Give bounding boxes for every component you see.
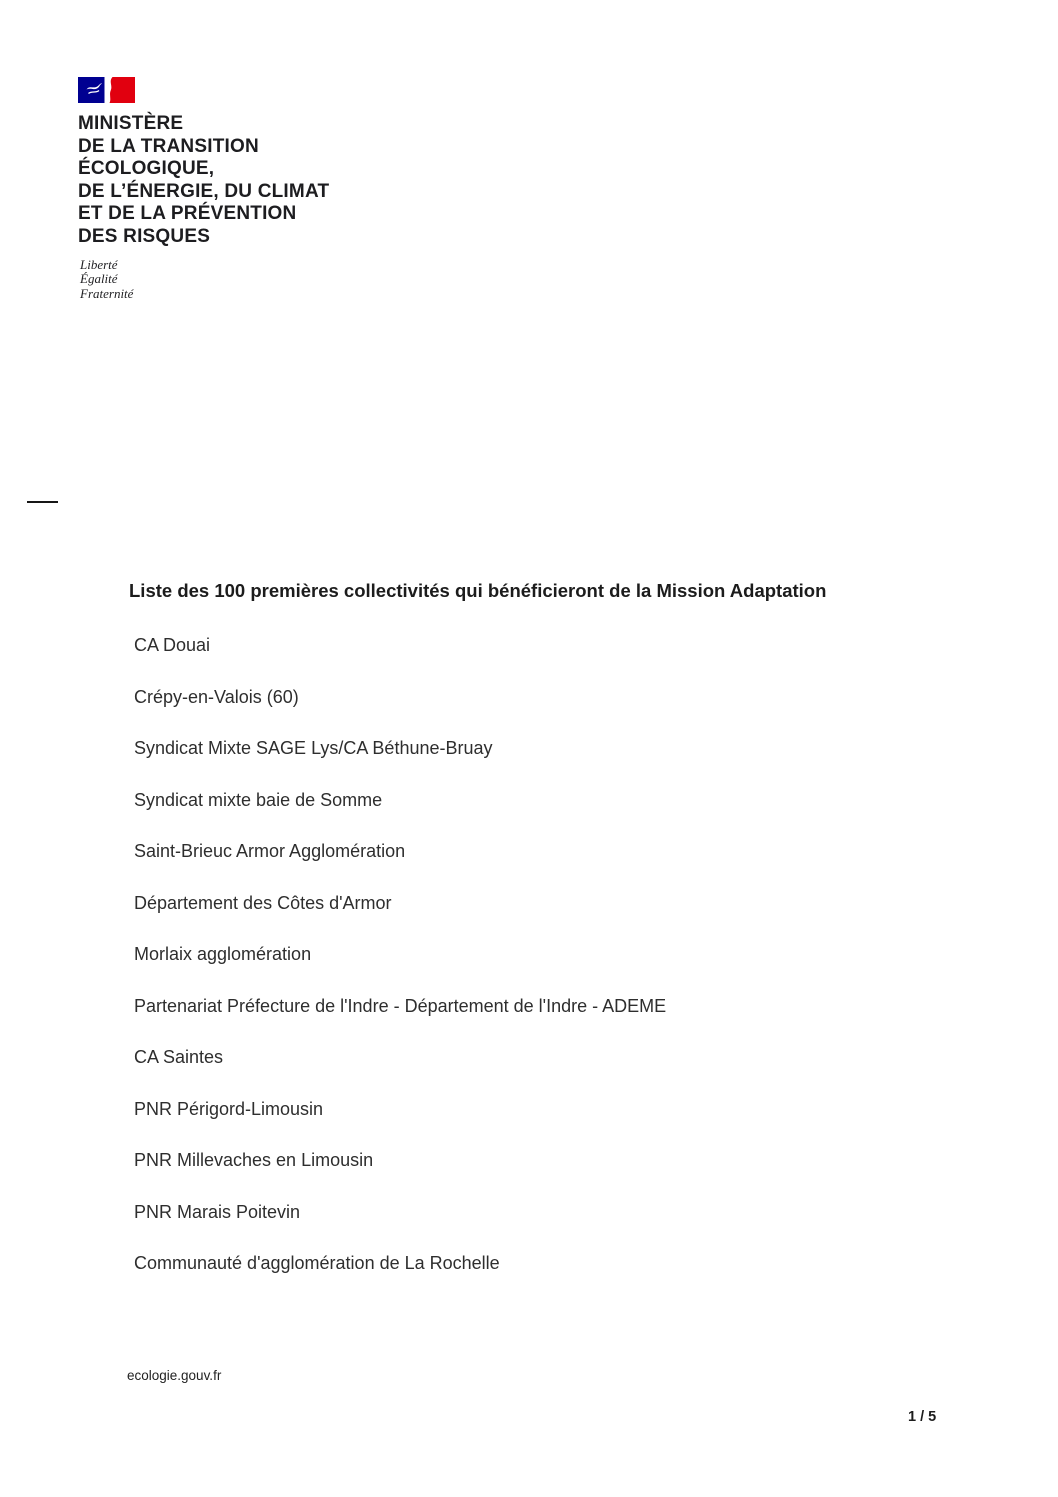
footer-website: ecologie.gouv.fr	[127, 1368, 222, 1383]
page-number: 1 / 5	[908, 1409, 937, 1425]
document-title: Liste des 100 premières collectivités qui bénéficieront de la Mission Adaptation	[129, 580, 827, 601]
ministry-name-line: ET DE LA PRÉVENTION	[78, 203, 297, 225]
list-item: PNR Marais Poitevin	[134, 1201, 301, 1222]
list-item: Morlaix agglomération	[134, 944, 312, 964]
ministry-name-line: ÉCOLOGIQUE,	[78, 158, 215, 180]
government-header	[78, 77, 329, 301]
list-item: Communauté d'agglomération de La Rochelle	[134, 1253, 500, 1273]
list-item: PNR Millevaches en Limousin	[134, 1150, 374, 1170]
motto-line: Liberté	[80, 256, 118, 272]
motto-line: Fraternité	[80, 285, 134, 301]
ministry-name-line: DE LA TRANSITION	[78, 135, 259, 157]
motto-line: Égalité	[80, 271, 118, 287]
collectivites-list	[134, 635, 934, 1305]
republic-motto	[80, 258, 329, 302]
ministry-name-line: DES RISQUES	[78, 225, 211, 247]
ministry-name	[78, 113, 329, 249]
french-flag-marianne-icon	[78, 77, 135, 103]
list-item: PNR Périgord-Limousin	[134, 1098, 324, 1119]
list-item: Département des Côtes d'Armor	[134, 892, 392, 913]
ministry-name-line: MINISTÈRE	[78, 113, 184, 134]
list-item: CA Saintes	[134, 1047, 224, 1067]
fold-mark-dash	[27, 501, 58, 503]
list-item: CA Douai	[134, 635, 211, 655]
list-item: Partenariat Préfecture de l'Indre - Département de l'Indre - ADEME	[134, 995, 667, 1016]
list-item: Syndicat mixte baie de Somme	[134, 789, 383, 810]
list-item: Crépy-en-Valois (60)	[134, 686, 299, 707]
list-item: Saint-Brieuc Armor Agglomération	[134, 841, 406, 861]
ministry-name-line: DE L’ÉNERGIE, DU CLIMAT	[78, 180, 330, 202]
list-item: Syndicat Mixte SAGE Lys/CA Béthune-Bruay	[134, 738, 493, 758]
